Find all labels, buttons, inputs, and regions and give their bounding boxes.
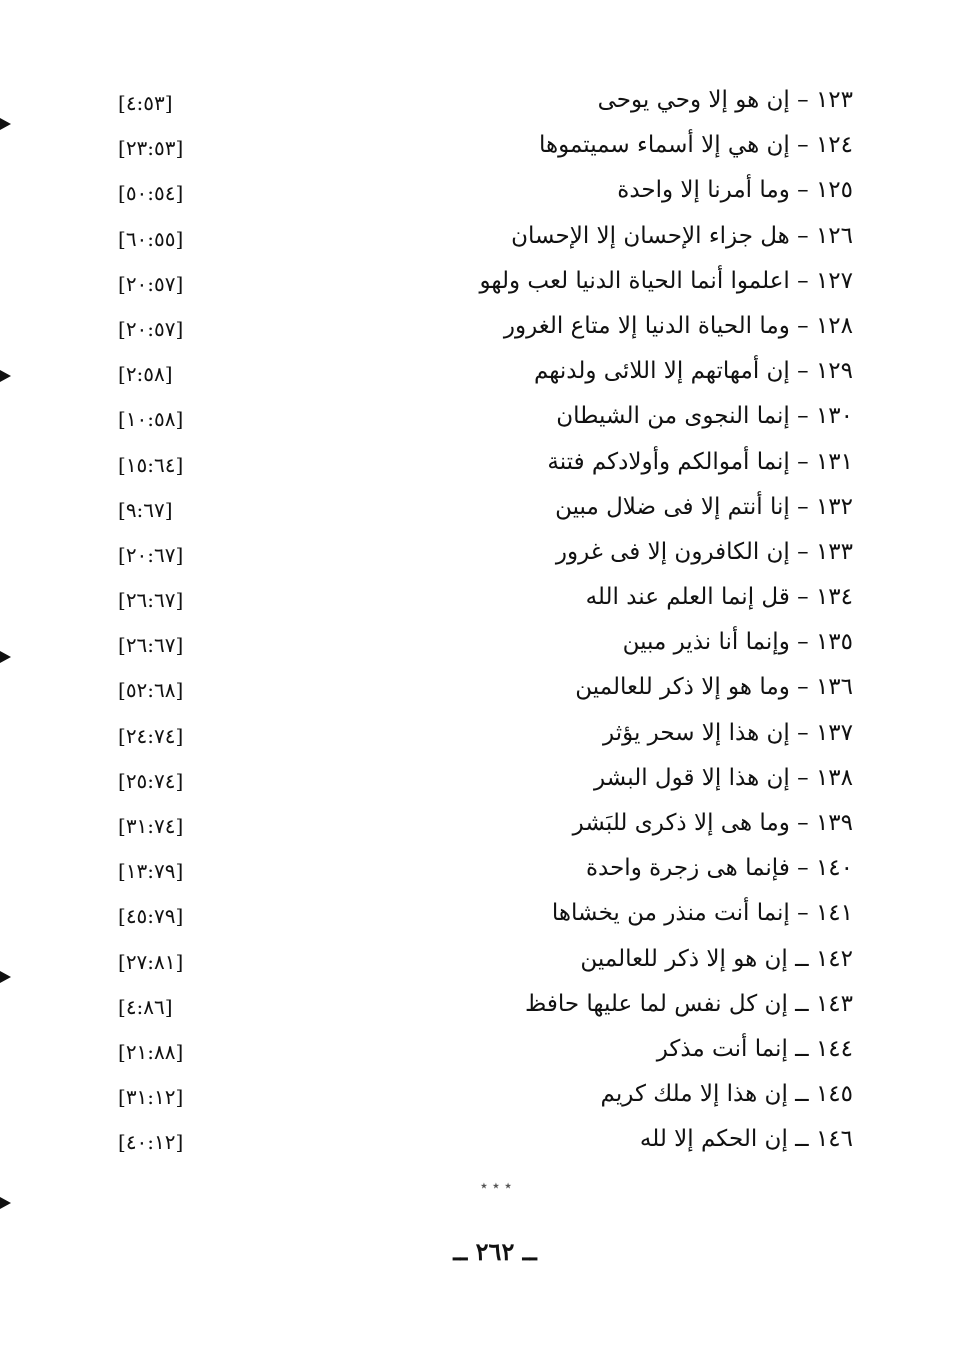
list-item <box>0 665 961 710</box>
verse-reference: [٤:٨٦] <box>118 994 173 1019</box>
entry-list <box>0 78 961 1163</box>
binding-mark-icon <box>0 370 11 382</box>
verse-reference: [٣١:١٢] <box>118 1085 184 1110</box>
entry-text: ١٤٦ ــ إن الحكم إلا لله <box>639 1126 853 1153</box>
verse-reference: [١٥:٦٤] <box>118 452 184 477</box>
verse-reference: [٥٢:٦٨] <box>118 678 184 703</box>
list-item <box>0 1117 961 1162</box>
entry-text: ١٤٥ ــ إن هذا إلا ملك كريم <box>600 1081 853 1108</box>
verse-reference: [٢٣:٥٣] <box>118 136 184 161</box>
entry-text: ١٢٩ – إن أمهاتهم إلا اللائى ولدنهم <box>533 358 853 385</box>
verse-reference: [٢١:٨٨] <box>118 1039 184 1064</box>
verse-reference: [٦٠:٥٥] <box>118 226 184 251</box>
entry-text: ١٣٦ – وما هو إلا ذكر للعالمين <box>575 674 853 701</box>
list-item <box>0 530 961 575</box>
list-item <box>0 440 961 485</box>
entry-text: ١٣١ – إنما أموالكم وأولادكم فتنة <box>547 448 853 475</box>
verse-reference: [٢٦:٦٧] <box>118 633 184 658</box>
list-item <box>0 214 961 259</box>
list-item <box>0 846 961 891</box>
list-item <box>0 711 961 756</box>
verse-reference: [٤٠:١٢] <box>118 1130 184 1155</box>
verse-reference: [٢٦:٦٧] <box>118 588 184 613</box>
list-item <box>0 982 961 1027</box>
verse-reference: [١٠:٥٨] <box>118 407 184 432</box>
entry-text: ١٣٣ – إن الكافرون إلا فى غرور <box>555 538 853 565</box>
list-item <box>0 349 961 394</box>
binding-mark-icon <box>0 651 11 663</box>
list-item <box>0 801 961 846</box>
entry-text: ١٣٧ – إن هذا إلا سحر يؤثر <box>603 719 853 746</box>
verse-reference: [٤:٥٣] <box>118 91 173 115</box>
list-item <box>0 259 961 304</box>
verse-reference: [٩:٦٧] <box>118 497 173 522</box>
list-item <box>0 891 961 936</box>
verse-reference: [٢٠:٥٧] <box>118 271 184 296</box>
entry-text: ١٤٤ ــ إنما أنت مذكر <box>656 1035 853 1062</box>
verse-reference: [٢٠:٦٧] <box>118 542 184 567</box>
entry-text: ١٢٧ – اعلموا أنما الحياة الدنيا لعب ولهو <box>479 267 853 294</box>
section-divider-ornament: ٭ ٭ ٭ <box>480 1178 512 1194</box>
binding-mark-icon <box>0 1197 11 1209</box>
entry-text: ١٣٥ – وإنما أنا نذير مبين <box>622 629 853 656</box>
entry-text: ١٣٨ – إن هذا إلا قول البشر <box>594 764 853 791</box>
list-item <box>0 1072 961 1117</box>
entry-text: ١٤١ – إنما أنت منذر من يخشاها <box>551 900 853 927</box>
entry-text: ١٤٢ ــ إن هو إلا ذكر للعالمين <box>580 945 853 972</box>
verse-reference: [٣١:٧٤] <box>118 814 184 838</box>
list-item <box>0 123 961 168</box>
entry-text: ١٣٢ – إنا أنتم إلا فى ضلال مبين <box>555 493 853 520</box>
page-number: ــ ٢٦٢ ــ <box>453 1237 537 1266</box>
list-item <box>0 575 961 620</box>
list-item <box>0 620 961 665</box>
binding-mark-icon <box>0 118 11 130</box>
entry-text: ١٤٣ ــ إن كل نفس لما عليها حافظ <box>525 990 853 1017</box>
verse-reference: [٢٤:٧٤] <box>118 723 184 748</box>
verse-reference: [١٣:٧٩] <box>118 859 184 884</box>
verse-reference: [٥٠:٥٤] <box>118 181 184 206</box>
list-item <box>0 756 961 801</box>
entry-text: ١٢٨ – وما الحياة الدنيا إلا متاع الغرور <box>503 312 853 339</box>
entry-text: ١٢٣ – إن هو إلا وحي يوحى <box>597 87 853 113</box>
verse-reference: [٢٥:٧٤] <box>118 768 184 793</box>
verse-reference: [٢٧:٨١] <box>118 949 184 974</box>
entry-text: ١٣٩ – وما هى إلا ذكرى للبَشر <box>572 810 853 836</box>
list-item <box>0 304 961 349</box>
entry-text: ١٢٦ – هل جزاء الإحسان إلا الإحسان <box>511 222 853 249</box>
list-item <box>0 394 961 439</box>
entry-text: ١٤٠ – فإنما هى زجرة واحدة <box>585 855 853 882</box>
verse-reference: [٢:٥٨] <box>118 362 173 387</box>
list-item <box>0 937 961 982</box>
entry-text: ١٢٤ – إن هي إلا أسماء سميتموها <box>538 132 853 159</box>
verse-reference: [٢٠:٥٧] <box>118 316 184 341</box>
list-item <box>0 168 961 213</box>
entry-text: ١٢٥ – وما أمرنا إلا واحدة <box>617 177 853 204</box>
list-item <box>0 485 961 530</box>
list-item <box>0 1027 961 1072</box>
binding-mark-icon <box>0 971 11 983</box>
entry-text: ١٣٠ – إنما النجوى من الشيطان <box>556 403 853 430</box>
verse-reference: [٤٥:٧٩] <box>118 904 184 929</box>
list-item <box>0 78 961 123</box>
entry-text: ١٣٤ – قل إنما العلم عند الله <box>585 584 853 611</box>
